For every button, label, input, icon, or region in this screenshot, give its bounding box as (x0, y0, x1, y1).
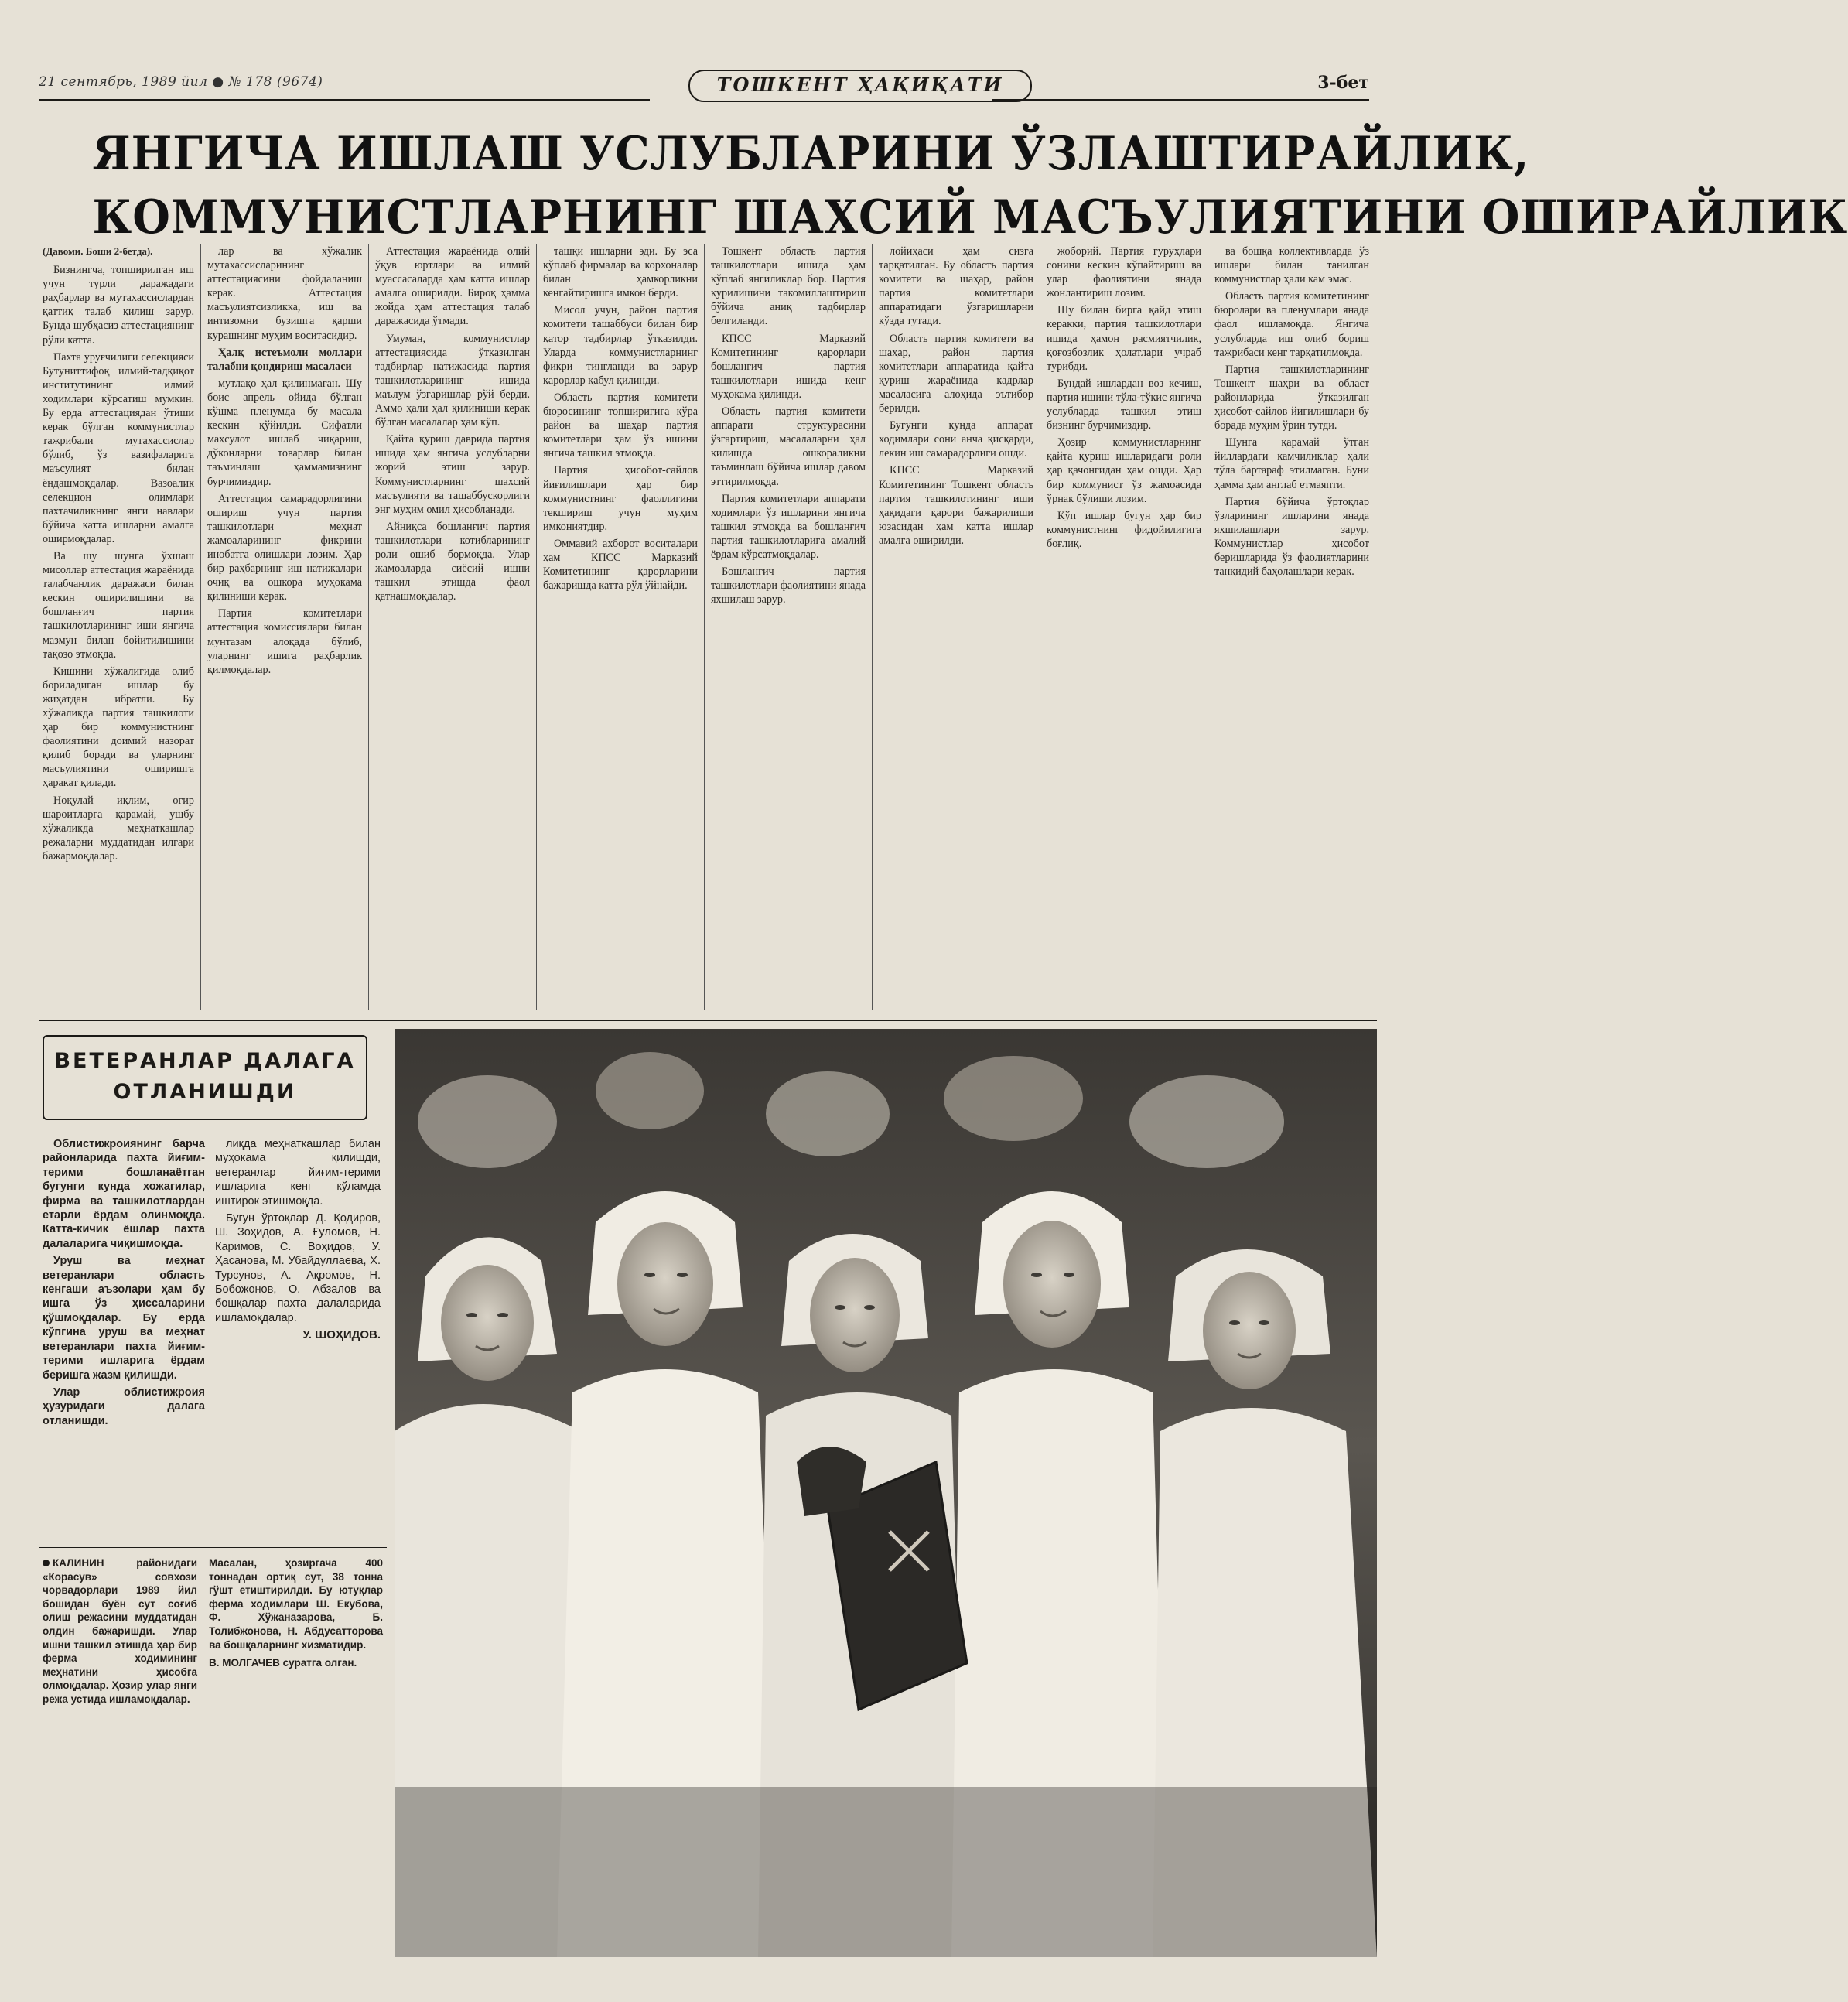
article-columns (43, 244, 1381, 1018)
paragraph: Пахта уруғчилиги селекцияси Бутуниттифоқ илмий-тадқиқот институтининг илмий ходимлари кўрсатиш мумкин. Бу ерда аттестациядан ўтиши керак бўлган коммунистлар тажрибали мутахассислар бўлиб, ўз вазифаларига маъсулият билан ёндашмоқдалар. Вазоалик селекцион олимлари пахтачиликнинг янги навлари бўйича катта ишларни амалга оширмоқдалар. (43, 350, 194, 545)
veterans-headline-line-1: ВЕТЕРАНЛАР ДАЛАГА (54, 1049, 356, 1073)
paragraph: Область партия комитетининг бюролари ва пленумлари янада фаол ишламоқда. Янгича услубларда иш олиб бориш тажрибаси кенг тарқатилмоқда. (1214, 290, 1369, 359)
masthead-rule (39, 99, 650, 101)
masthead-rule (992, 99, 1369, 101)
paragraph: КПСС Марказий Комитетининг Тошкент область партия ташкилотининг иши ҳақидаги қарори бажарилиши юзасидан ҳам катта ишлар амалга оширилди. (879, 464, 1033, 547)
veterans-headline (43, 1035, 367, 1120)
paragraph: Бугун ўртоқлар Д. Қодиров, Ш. Зоҳидов, А. Ғуломов, Н. Каримов, С. Воҳидов, У. Ҳасанова, М. Убайдуллаева, Х. Турсунов, А. Ақромов, Н. Бобожонов, О. Абзалов ва бошқалар пахта далаларида ишламоқдалар. (215, 1212, 381, 1324)
paragraph: Ноқулай иқлим, оғир шароитларга қарамай, ушбу хўжаликда меҳнаткашлар режаларни муддатидан илгари бажармоқдалар. (43, 794, 194, 863)
photo-caption-column-1 (43, 1556, 197, 1943)
article-column-1 (43, 244, 194, 1015)
photo-credit: В. МОЛГАЧЕВ суратга олган. (209, 1657, 357, 1669)
article-column-3 (375, 244, 530, 1015)
page-number: 3-бет (1317, 73, 1369, 93)
article-column-2 (207, 244, 362, 1015)
section-rule (39, 1020, 1377, 1021)
headline-line-2: КОММУНИСТЛАРНИНГ ШАХСИЙ МАСЪУЛИЯТИНИ ОШИРАЙЛИК (92, 190, 1848, 244)
column-rule (872, 244, 873, 1010)
article-column-4 (543, 244, 698, 1015)
paragraph: Партия ҳисобот-сайлов йиғилишлари ҳар бир коммунистнинг фаоллигини текшириш учун муҳим имкониятдир. (543, 464, 698, 533)
paragraph: Умуман, коммунистлар аттестациясида ўтказилган тадбирлар натижасида партия ташкилотларининг ишида маълум ўзгаришлар рўй берди. Аммо ҳали ҳал қилиниши керак бўлган масалалар ҳам кўп. (375, 332, 530, 429)
paragraph: Облистижроиянинг барча районларида пахта йиғим-терими бошланаётган бугунги кунда хожагилар, фирма ва ташкилотлардан етарли ёрдам олинмоқда. Катта-кичик ёшлар пахта далаларига чиқишмоқда. (43, 1138, 205, 1250)
column-rule (200, 244, 201, 1010)
caption-text: Масалан, ҳозиргача 400 тоннадан ортиқ сут, 38 тонна гўшт етиштирилди. Бу ютуқлар ферма ходимлари Ш. Екубова, Ф. Хўжаназарова, Б. Толибжонова, Н. Абдусатторова ва бошқаларнинг хизматидир. (209, 1557, 383, 1651)
paragraph: Улар облистижроия ҳузуридаги далага отланишди. (43, 1385, 205, 1427)
article-column-8 (1214, 244, 1369, 1015)
paragraph: Тошкент область партия ташкилотлари ишида ҳам кўплаб янгиликлар бор. Партия қурилишини такомиллаштириш бўйича аниқ тадбирлар белгиланди. (711, 245, 866, 328)
paragraph: Партия ташкилотларининг Тошкент шаҳри ва област районларида ўтказилган ҳисобот-сайлов йиғилишлари бу борада муҳим ўрин тутди. (1214, 363, 1369, 432)
caption-rule (39, 1547, 387, 1548)
newspaper-title: ТОШКЕНТ ҲАҚИҚАТИ (688, 70, 1032, 102)
paragraph: Партия комитетлари аппарати ходимлари ўз ишларини янгича ташкил этмоқда ва бошланғич партия ташкилотларига амалий ёрдам кўрсатмоқдалар. (711, 492, 866, 561)
paragraph: Шунга қарамай ўтган йиллардаги камчиликлар ҳали тўла бартараф этилмаган. Буни ҳамма ҳам англаб етмаяпти. (1214, 436, 1369, 491)
paragraph: Аттестация жараёнида олий ўқув юртлари ва илмий муассасаларда ҳам катта ишлар амалга оширилди. Бироқ ҳамма жойда ҳам аттестация талаб даражасида ўтмади. (375, 245, 530, 328)
veterans-photo-image (395, 1029, 1377, 1957)
article-column-7 (1047, 244, 1201, 1015)
paragraph: лойиҳаси ҳам сизга тарқатилган. Бу область партия комитети ва шаҳар, район партия комитетлари аппаратидаги ўзгаришларни кўзда тутади. (879, 245, 1033, 328)
paragraph: Бугунги кунда аппарат ходимлари сони анча қисқарди, лекин иш самарадорлиги ошди. (879, 419, 1033, 460)
paragraph: жоборий. Партия гуруҳлари сонини кескин кўпайтириш ва улар фаолиятини янада жонлантириш лозим. (1047, 245, 1201, 300)
paragraph: Ҳозир коммунистларнинг қайта қуриш ишларидаги роли ҳар қачонгидан ҳам ошди. Ҳар бир коммунист ўз жамоасида ўрнак бўлиши лозим. (1047, 436, 1201, 505)
paragraph: Айниқса бошланғич партия ташкилотлари котибларининг роли ошиб бормоқда. Улар жамоаларда сиёсий ишни ташкил этишда фаол қатнашмоқдалар. (375, 520, 530, 603)
paragraph: Область партия комитети ва шаҳар, район партия комитетлари аппаратида қайта қуриш жараёнида кадрлар масаласига алоҳида эътибор берилди. (879, 332, 1033, 415)
paragraph: лиқда меҳнаткашлар билан муҳокама қилишди, ветеранлар йиғим-терими ишларига кенг кўламда иштирок этишмоқда. (215, 1138, 381, 1208)
bullet-icon (43, 1560, 50, 1566)
paragraph: Бизнингча, топширилган иш учун турли даражадаги раҳбарлар ва мутахассислардан қаттиқ талаб қилиш зарур. Бунда шубҳасиз аттестациянинг рўли катта. (43, 264, 194, 347)
paragraph: Кишини хўжалигида олиб бориладиган ишлар бу жиҳатдан ибратли. Бу хўжаликда партия ташкилоти ҳар бир коммунистнинг фаолиятини доимий назорат қилиб боради ва уларнинг масъулиятини оширишга ҳаракат қилади. (43, 664, 194, 790)
column-rule (704, 244, 705, 1010)
paragraph: ва бошқа коллективларда ўз ишлари билан танилган коммунистлар ҳали кам эмас. (1214, 245, 1369, 286)
paragraph: лар ва хўжалик мутахассисларининг аттестациясини фойдаланиш керак. Аттестация масъулиятсизликка, иш ва интизомни бузишга қарши курашнинг муҳим воситасидир. (207, 245, 362, 342)
paragraph: Кўп ишлар бугун ҳар бир коммунистнинг фидойилигига боғлиқ. (1047, 509, 1201, 550)
paragraph: Бошланғич партия ташкилотлари фаолиятини янада яхшилаш зарур. (711, 565, 866, 606)
paragraph: Оммавий ахборот воситалари ҳам КПСС Марказий Комитетининг қарорларини бажаришда катта рўл ўйнайди. (543, 537, 698, 593)
column-rule (368, 244, 369, 1010)
paragraph: Уруш ва меҳнат ветеранлари область кенгаши аъзолари ҳам бу ишга ўз ҳиссаларини қўшмоқдалар. Бу ерда кўпгина уруш ва меҳнат ветеранлари пахта йиғим-терими ишларига ёрдам беришга жазм қилишди. (43, 1255, 205, 1382)
author-signature: У. ШОҲИДОВ. (302, 1328, 381, 1342)
article-column-6 (879, 244, 1033, 1015)
column-rule (536, 244, 537, 1010)
article-column-5 (711, 244, 866, 1015)
paragraph: мутлақо ҳал қилинмаган. Шу боис апрель ойида бўлган кўшма пленумда бу масала кескин қўйилди. Сифатли маҳсулот ишлаб чиқариш, дўконларни товарлар билан таъминлаш ҳаммамизнинг бурчимиздир. (207, 377, 362, 488)
paragraph: Область партия комитети бюросининг топшириғига кўра район ва шаҳар партия комитетлари ҳам ўз ишини янгича ташкил этмоқда. (543, 391, 698, 460)
paragraph: КПСС Марказий Комитетининг қарорлари бошланғич партия ташкилотлари ишида кенг муҳокама қилинди. (711, 332, 866, 401)
paragraph: Партия бўйича ўртоқлар ўзларининг ишларини янада яхшилашлари зарур. Коммунистлар ҳисобот беришларида ўз фаолиятларини танқидий баҳолашлари керак. (1214, 495, 1369, 579)
issue-date: 21 сентябрь, 1989 йил ● № 178 (9674) (39, 74, 323, 90)
paragraph: Бундай ишлардан воз кечиш, партия ишини тўла-тўкис янгича услубларда ташкил этиш бизнинг бурчимиздир. (1047, 377, 1201, 432)
paragraph: Мисол учун, район партия комитети ташаббуси билан бир қатор тадбирлар ўтказилди. Уларда коммунистларнинг фикри тингланди ва зарур қарорлар қабул қилинди. (543, 304, 698, 387)
veterans-photo (395, 1029, 1377, 1957)
headline (92, 122, 1848, 249)
headline-line-1: ЯНГИЧА ИШЛАШ УСЛУБЛАРИНИ ЎЗЛАШТИРАЙЛИК, (92, 127, 1530, 181)
paragraph: Ва шу шунга ўхшаш мисоллар аттестация жараёнида талабчанлик даражаси билан кескин оширилишини ва бошланғич партия ташкилотларининг иши янгича мазмун билан бойитилишини тақозо этмоқда. (43, 549, 194, 661)
paragraph: Аттестация самарадорлигини ошириш учун партия ташкилотлари меҳнат жамоаларининг фикрини инобатга олишлари лозим. Ҳар бир раҳбарнинг иш натижалари очиқ ва ошкора муҳокама қилиниши керак. (207, 492, 362, 603)
veterans-column-2 (215, 1137, 381, 1539)
paragraph: ташқи ишларни эди. Бу эса кўплаб фирмалар ва корхоналар билан ҳамкорликни кенгайтиришга имкон берди. (543, 245, 698, 300)
subheading: Ҳалқ истеъмоли моллари талабни қондириш масаласи (207, 346, 362, 373)
article-lead: (Давоми. Боши 2-бетда). (43, 245, 153, 257)
paragraph: Шу билан бирга қайд этиш керакки, партия ташкилотлари ишида ҳамон расмиятчилик, қоғозбозлик ҳолатлари учраб турибди. (1047, 304, 1201, 373)
paragraph: Область партия комитети аппарати структурасини ўзгартириш, масалаларни ҳал қилишда ошкораликни таъминлаш бўйича ишлар давом эттирилмоқда. (711, 405, 866, 488)
paragraph: Партия комитетлари аттестация комиссиялари билан мунтазам алоқада бўлиб, уларнинг ишига раҳбарлик қилмоқдалар. (207, 607, 362, 676)
paragraph: Қайта қуриш даврида партия ишида ҳам янгича услубларни жорий этиш зарур. Коммунистларнинг шахсий масъулияти ва ташаббускорлиги энг муҳим омил ҳисобланади. (375, 433, 530, 516)
veterans-headline-line-2: ОТЛАНИШДИ (113, 1080, 297, 1104)
photo-caption-column-2 (209, 1556, 383, 1959)
veterans-column-1 (43, 1137, 205, 1539)
caption-text: КАЛИНИН районидаги «Корасув» совхози чорвадорлари 1989 йил бошидан буён сут соғиб олиш режасини муддатидан олдин бажаришди. Улар ишни ташкил этишда ҳар бир ферма ходимининг меҳнатини ҳисобга олмоқдалар. Ҳозир улар янги режа устида ишламоқдалар. (43, 1557, 197, 1705)
masthead (39, 70, 1369, 101)
